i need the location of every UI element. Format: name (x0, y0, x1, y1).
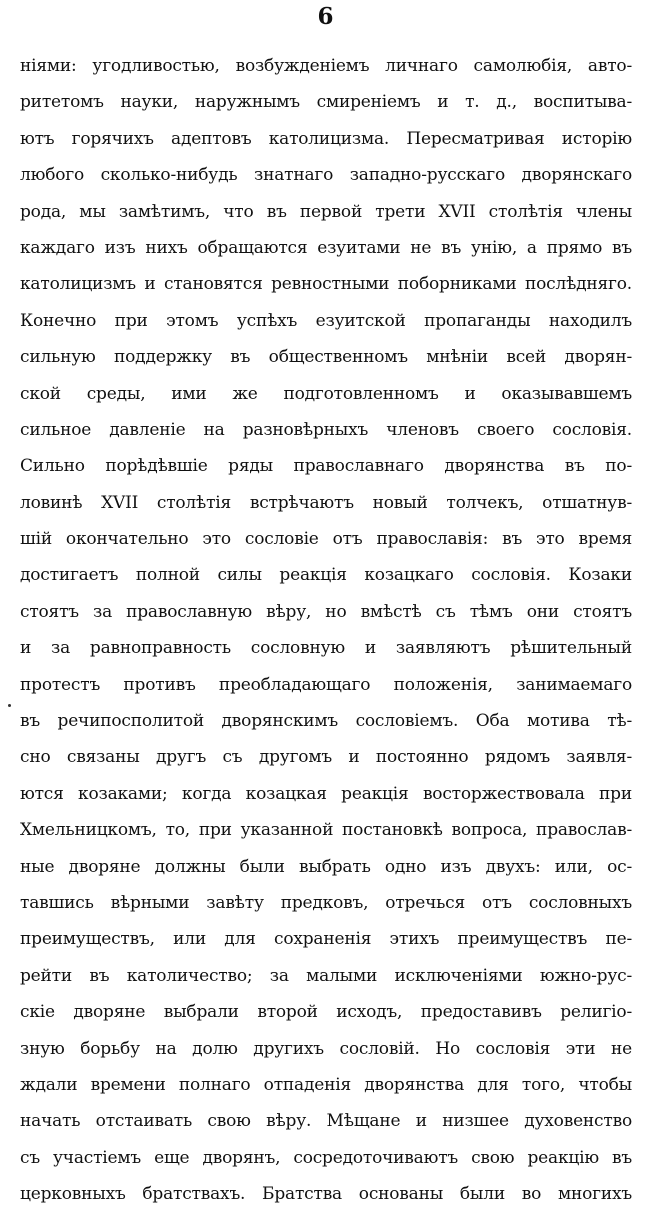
ink-speck (8, 704, 11, 707)
text-line: Конечно при этомъ успѣхъ езуитской пропаганды находилъ (20, 310, 632, 331)
text-line: скіе дворяне выбрали второй исходъ, предоставивъ религіо- (20, 1002, 632, 1023)
text-line: ютъ горячихъ адептовъ католицизма. Пересматривая исторію (20, 128, 632, 149)
text-line: Сильно порѣдѣвшіе ряды православнаго дворянства въ по- (20, 456, 632, 477)
text-line: ловинѣ XVII столѣтія встрѣчаютъ новый толчекъ, отшатнув- (20, 492, 632, 513)
text-line: достигаетъ полной силы реакція козацкаго сословія. Козаки (20, 565, 632, 586)
text-line: въ речипосполитой дворянскимъ сословіемъ. Оба мотива тѣ- (20, 711, 632, 732)
text-line: зную борьбу на долю другихъ сословій. Но сословія эти не (20, 1038, 632, 1059)
text-line: начать отстаивать свою вѣру. Мѣщане и низшее духовенство (20, 1111, 632, 1132)
text-line: любого сколько-нибудь знатнаго западно-русскаго дворянскаго (20, 165, 632, 186)
text-line: стоятъ за православную вѣру, но вмѣстѣ съ тѣмъ они стоятъ (20, 601, 632, 622)
text-line: рейти въ католичество; за малыми исключеніями южно-рус- (20, 965, 632, 986)
text-line: ные дворяне должны были выбрать одно изъ двухъ: или, ос- (20, 856, 632, 877)
text-line: съ участіемъ еще дворянъ, сосредоточиваютъ свою реакцію въ (20, 1147, 632, 1168)
text-line: шій окончательно это сословіе отъ православія: въ это время (20, 529, 632, 550)
text-line: ются козаками; когда козацкая реакція восторжествовала при (20, 783, 632, 804)
text-line: сно связаны другъ съ другомъ и постоянно рядомъ заявля- (20, 747, 632, 768)
body-text (20, 48, 632, 1213)
text-line: тавшись вѣрными завѣту предковъ, отречься отъ сословныхъ (20, 892, 632, 913)
text-line: преимуществъ, или для сохраненія этихъ преимуществъ пе- (20, 929, 632, 950)
text-line: ждали времени полнаго отпаденія дворянства для того, чтобы (20, 1074, 632, 1095)
text-line: протестъ противъ преобладающаго положенія, занимаемаго (20, 674, 632, 695)
text-line: католицизмъ и становятся ревностными поборниками послѣдняго. (20, 274, 632, 295)
text-line: Хмельницкомъ, то, при указанной постановкѣ вопроса, православ- (20, 820, 632, 841)
text-line: сильную поддержку въ общественномъ мнѣніи всей дворян- (20, 347, 632, 368)
page-number: 6 (317, 3, 335, 30)
text-line: рода, мы замѣтимъ, что въ первой трети XVII столѣтія члены (20, 201, 632, 222)
text-line: и за равноправность сословную и заявляютъ рѣшительный (20, 638, 632, 659)
text-line: церковныхъ братствахъ. Братства основаны были во многихъ (20, 1184, 632, 1205)
text-line: ніями: угодливостью, возбужденіемъ личнаго самолюбія, авто- (20, 56, 632, 76)
text-line: ритетомъ науки, наружнымъ смиреніемъ и т. д., воспитыва- (20, 92, 632, 113)
text-line: сильное давленіе на разновѣрныхъ членовъ своего сословія. (20, 419, 632, 440)
text-line: каждаго изъ нихъ обращаются езуитами не въ унію, а прямо въ (20, 237, 632, 258)
text-line: ской среды, ими же подготовленномъ и оказывавшемъ (20, 383, 632, 404)
